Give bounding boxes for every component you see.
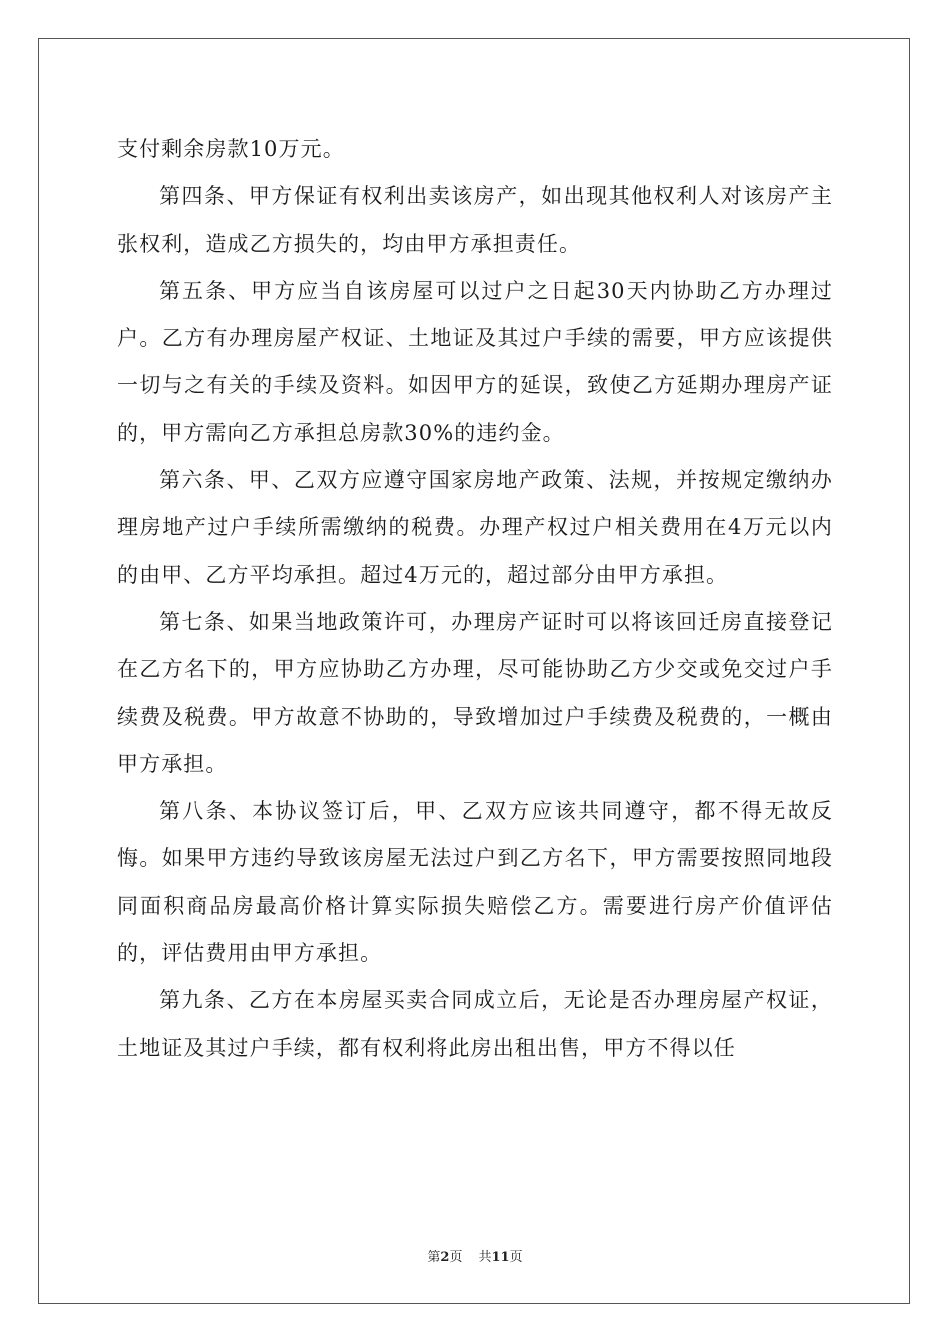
footer-total-suffix: 页 bbox=[509, 1250, 523, 1265]
current-page-number: 2 bbox=[440, 1250, 450, 1265]
paragraph-article-7: 第七条、如果当地政策许可，办理房产证时可以将该回迁房直接登记在乙方名下的，甲方应协助乙方办理，尽可能协助乙方少交或免交过户手续费及税费。甲方故意不协助的，导致增加过户手续费及税费的，一概由甲方承担。 bbox=[117, 609, 833, 776]
paragraph-article-8: 第八条、本协议签订后，甲、乙双方应该共同遵守，都不得无故反悔。如果甲方违约导致该房屋无法过户到乙方名下，甲方需要按照同地段同面积商品房最高价格计算实际损失赔偿乙方。需要进行房产价值评估的，评估费用由甲方承担。 bbox=[117, 799, 833, 966]
footer-prefix: 第 bbox=[427, 1250, 441, 1265]
footer-page-word: 页 bbox=[449, 1250, 463, 1265]
footer-total-prefix: 共 bbox=[478, 1250, 492, 1265]
paragraph-article-9: 第九条、乙方在本房屋买卖合同成立后，无论是否办理房屋产权证，土地证及其过户手续，都有权利将此房出租出售，甲方不得以任 bbox=[117, 988, 833, 1060]
paragraph-article-6: 第六条、甲、乙双方应遵守国家房地产政策、法规，并按规定缴纳办理房地产过户手续所需缴纳的税费。办理产权过户相关费用在4万元以内的由甲、乙方平均承担。超过4万元的，超过部分由甲方承担。 bbox=[117, 468, 833, 587]
paragraph-article-4: 第四条、甲方保证有权利出卖该房产，如出现其他权利人对该房产主张权利，造成乙方损失的，均由甲方承担责任。 bbox=[117, 184, 833, 256]
page-footer bbox=[0, 1246, 950, 1265]
document-body bbox=[117, 126, 833, 1072]
total-page-number: 11 bbox=[491, 1250, 510, 1265]
paragraph-continuation: 支付剩余房款10万元。 bbox=[117, 137, 345, 161]
paragraph-article-5: 第五条、甲方应当自该房屋可以过户之日起30天内协助乙方办理过户。乙方有办理房屋产权证、土地证及其过户手续的需要，甲方应该提供一切与之有关的手续及资料。如因甲方的延误，致使乙方延期办理房产证的，甲方需向乙方承担总房款30%的违约金。 bbox=[117, 278, 833, 445]
